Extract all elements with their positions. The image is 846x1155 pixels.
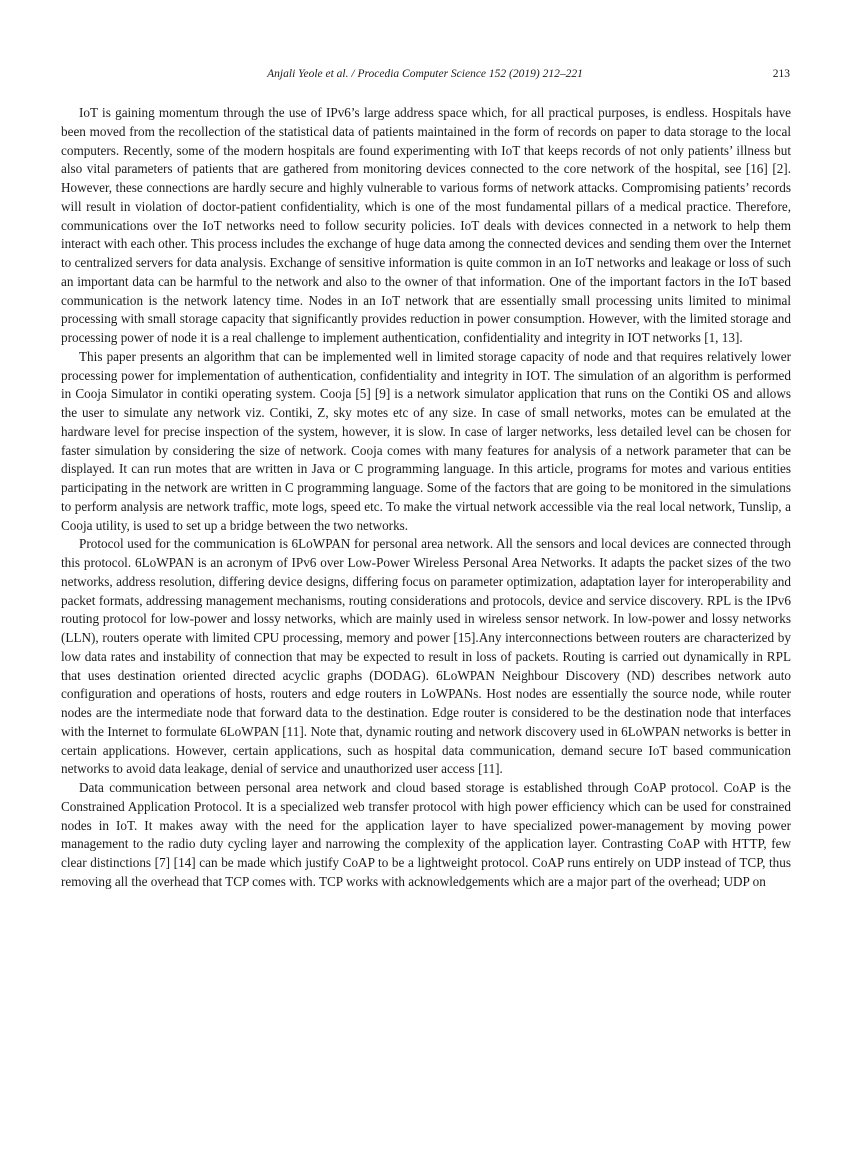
paragraph-6lowpan: Protocol used for the communication is 6LoWPAN for personal area network. All the sensors and local devices are connected through this protocol. 6LoWPAN is an acronym of IPv6 over Low-Power Wireless Personal Area Networks. It adapts the packet sizes of the two networks, address resolution, differing device designs, differing focus on parameter optimization, adaptation layer for interoperability and packet formats, addressing management mechanisms, routing considerations and protocols, device and service discovery. RPL is the IPv6 routing protocol for low-power and lossy networks, which are mainly used in wireless sensor network. In low-power and lossy networks (LLN), routers operate with limited CPU processing, memory and power [15].Any interconnections between routers are characterized by low data rates and instability of connection that may be expected to result in loss of packets. Routing is carried out dynamically in RPL that uses destination oriented directed acyclic graphs (DODAG). 6LoWPAN Neighbour Discovery (ND) describes network auto configuration and operations of hosts, routers and edge routers in LoWPANs. Host nodes are essentially the source node, while router nodes are the intermediate node that forward data to the destination. Edge router is considered to be the destination node that interfaces with the Internet to formulate 6LoWPAN [11]. Note that, dynamic routing and network discovery used in 6LoWPAN networks is better in certain applications. However, certain applications, such as hospital data communication, demand secure IoT based communication networks to avoid data leakage, denial of service and unauthorized user access [11].: [61, 536, 791, 777]
body-text: [61, 104, 791, 892]
paragraph-coap: Data communication between personal area network and cloud based storage is established through CoAP protocol. CoAP is the Constrained Application Protocol. It is a specialized web transfer protocol with high power efficiency which can be used for constrained nodes in IoT. It makes away with the need for the application layer to have specialized power-management by moving power management to the radio duty cycling layer and narrowing the complexity of the application layer. Contrasting CoAP with HTTP, few clear distinctions [7] [14] can be made which justify CoAP to be a lightweight protocol. CoAP runs entirely on UDP instead of TCP, thus removing all the overhead that TCP comes with. TCP works with acknowledgements which are a major part of the overhead; UDP on: [61, 780, 791, 889]
running-head: Anjali Yeole et al. / Procedia Computer Science 152 (2019) 212–221: [267, 68, 583, 80]
paragraph-algorithm-cooja: This paper presents an algorithm that can be implemented well in limited storage capacity of node and that requires relatively lower processing power for implementation of authentication, confidentiality and integrity in IOT. The simulation of an algorithm is performed in Cooja Simulator in contiki operating system. Cooja [5] [9] is a network simulator application that runs on the Contiki OS and allows the user to simulate any network viz. Contiki, Z, sky motes etc of any size. In case of small networks, motes can be emulated at the hardware level for precise inspection of the system, however, it is slow. In case of larger networks, less detailed level can be chosen for faster simulation by considering the size of network. Cooja comes with many features for analysis of a network parameter that can be displayed. It can run motes that are written in Java or C programming language. In this article, programs for motes and various entities participating in the network are written in C programming language. Some of the factors that are going to be monitored in the simulations to perform analysis are network traffic, mote logs, speed etc. To make the virtual network accessible via the real local network, Tunslip, a Cooja utility, is used to set up a bridge between the two networks.: [61, 348, 791, 533]
paragraph-iot-momentum: IoT is gaining momentum through the use of IPv6’s large address space which, for all practical purposes, is endless. Hospitals have been moved from the recollection of the statistical data of patients maintained in the form of records on paper to data storage to the local computers. Recently, some of the modern hospitals are found experimenting with IoT that keeps records of not only patients’ illness but also vital parameters of patients that are gathered from monitoring devices connected to the core network of the hospital, see [16] [2]. However, these connections are hardly secure and highly vulnerable to various forms of network attacks. Compromising patients’ records will result in violation of doctor-patient confidentiality, which is one of the most fundamental pillars of a medical practice. Therefore, communications over the IoT networks need to follow security policies. IoT deals with devices connected in a network to help them interact with each other. This process includes the exchange of huge data among the connected devices and sending them over the Internet to centralized servers for data analysis. Exchange of sensitive information is quite common in an IoT networks and leakage or loss of such an important data can be harmful to the network and also to the owner of that information. One of the important factors in the IoT based communication is the network latency time. Nodes in an IoT network that are essentially small processing units limited to minimal processing with small storage capacity that significantly provides reduction in power consumption. However, with the limited storage and processing power of node it is a real challenge to implement authentication, confidentiality and integrity in IOT networks [1, 13].: [61, 105, 791, 345]
page-number: 213: [772, 68, 790, 80]
